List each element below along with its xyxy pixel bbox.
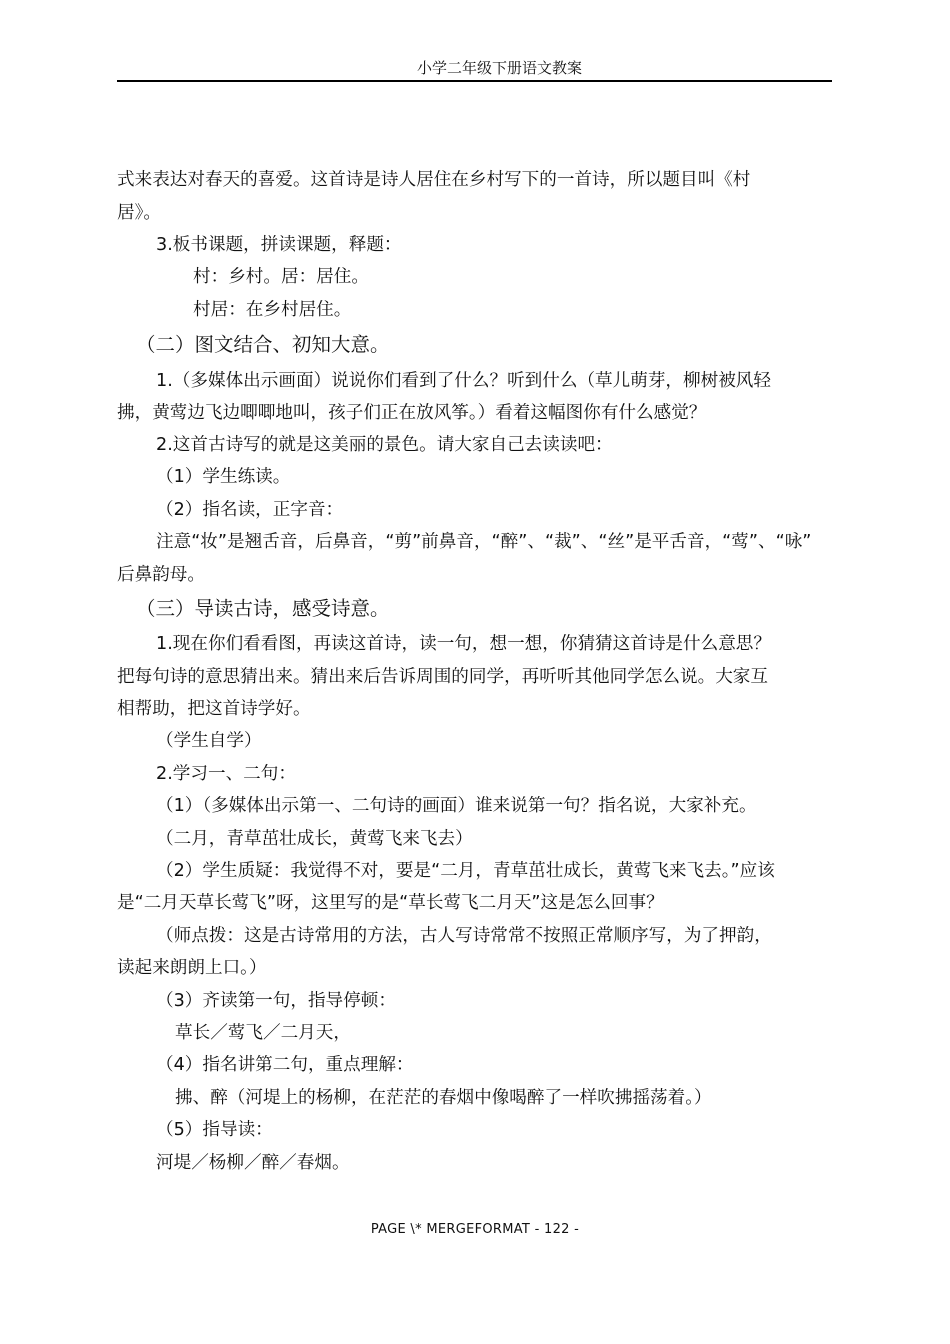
body-line: （1）学生练读。 [156,467,291,487]
body-line: 把每句诗的意思猜出来。猜出来后告诉周围的同学，再听听其他同学怎么说。大家互 [117,667,768,687]
body-line: 是“二月天草长莺飞”呀，这里写的是“草长莺飞二月天”这是怎么回事？ [117,893,664,913]
body-line: 读起来朗朗上口。） [117,958,267,978]
body-line: 3.板书课题，拼读课题，释题： [156,235,402,255]
page-footer: PAGE \* MERGEFORMAT - 122 - [370,1222,580,1237]
body-line: 注意“妆”是翘舌音，后鼻音，“剪”前鼻音，“醉”、“裁”、“丝”是平舌音，“莺”、“咏” [156,532,812,552]
body-line: 2.这首古诗写的就是这美丽的景色。请大家自己去读读吧： [156,435,613,455]
header-title: 小学二年级下册语文教案 [416,59,582,77]
body-line: 居》。 [117,203,161,223]
section-heading: （二）图文结合、初知大意。 [136,333,390,356]
body-line: 式来表达对春天的喜爱。这首诗是诗人居住在乡村写下的一首诗，所以题目叫《村 [117,170,751,190]
body-line: 相帮助，把这首诗学好。 [117,699,311,719]
body-line: 后鼻韵母。 [117,565,205,585]
body-line: （4）指名讲第二句，重点理解： [156,1055,414,1075]
body-line: 2.学习一、二句： [156,764,296,784]
body-line: 村居：在乡村居住。 [193,300,352,320]
body-line: （5）指导读： [156,1120,273,1140]
body-line: （2）学生质疑：我觉得不对，要是“二月，青草茁壮成长，黄莺飞来飞去。”应该 [156,861,775,881]
section-heading: （三）导读古诗，感受诗意。 [136,597,390,620]
body-line: 1.（多媒体出示画面）说说你们看到了什么？听到什么（草儿萌芽，柳树被风轻 [156,371,771,391]
body-line: （师点拨：这是古诗常用的方法，古人写诗常常不按照正常顺序写，为了押韵， [156,926,772,946]
page-header [117,58,832,82]
body-line: 河堤／杨柳／醉／春烟。 [156,1153,350,1173]
body-line: 拂，黄莺边飞边唧唧地叫，孩子们正在放风筝。）看着这幅图你有什么感觉？ [117,403,707,423]
body-line: （1）（多媒体出示第一、二句诗的画面）谁来说第一句？指名说，大家补充。 [156,796,757,816]
body-line: （3）齐读第一句，指导停顿： [156,991,396,1011]
body-line: （二月，青草茁壮成长，黄莺飞来飞去） [156,829,473,849]
body-line: （学生自学） [156,731,262,751]
body-line: 拂、醉（河堤上的杨柳，在茫茫的春烟中像喝醉了一样吹拂摇荡着。） [175,1088,712,1108]
body-line: 村：乡村。居：居住。 [193,267,369,287]
body-line: （2）指名读，正字音： [156,500,344,520]
body-line: 草长／莺飞／二月天， [175,1023,351,1043]
body-line: 1.现在你们看看图，再读这首诗，读一句，想一想，你猜猜这首诗是什么意思？ [156,634,771,654]
